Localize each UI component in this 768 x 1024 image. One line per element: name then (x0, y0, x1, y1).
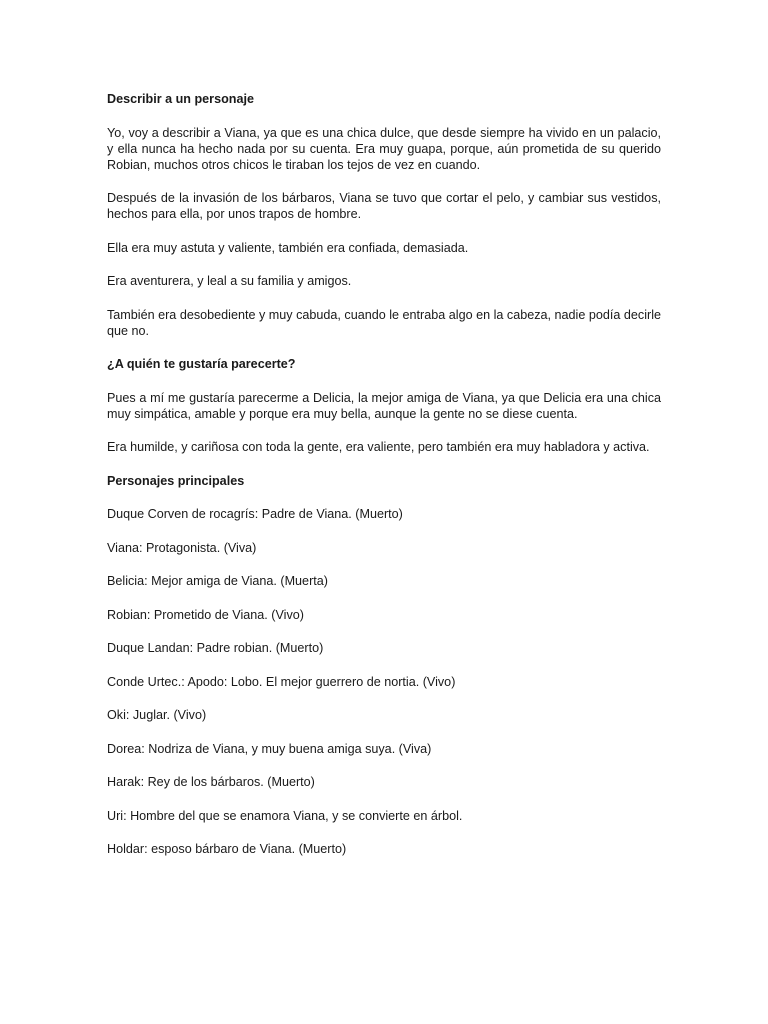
character-item: Robian: Prometido de Viana. (Vivo) (107, 607, 304, 622)
character-item: Viana: Protagonista. (Viva) (107, 540, 257, 555)
paragraph: Pues a mí me gustaría parecerme a Delicia, la mejor amiga de Viana, ya que Delicia era una chica muy simpática, amable y porque era muy bella, aunque la gente no se diese cuenta. (107, 390, 661, 421)
character-item: Duque Corven de rocagrís: Padre de Viana. (Muerto) (107, 507, 403, 521)
paragraph: Ella era muy astuta y valiente, también era confiada, demasiada. (107, 240, 469, 255)
section-heading-personajes: Personajes principales (107, 473, 245, 488)
paragraph: También era desobediente y muy cabuda, cuando le entraba algo en la cabeza, nadie podía decirle que no. (107, 307, 661, 338)
paragraph: Era aventurera, y leal a su familia y amigos. (107, 274, 352, 288)
character-item: Holdar: esposo bárbaro de Viana. (Muerto) (107, 842, 347, 856)
character-item: Harak: Rey de los bárbaros. (Muerto) (107, 775, 315, 789)
character-item: Duque Landan: Padre robian. (Muerto) (107, 641, 324, 655)
character-item: Conde Urtec.: Apodo: Lobo. El mejor guerrero de nortia. (Vivo) (107, 674, 456, 689)
paragraph: Yo, voy a describir a Viana, ya que es una chica dulce, que desde siempre ha vivido en un palacio, y ella nunca ha hecho nada por su cuenta. Era muy guapa, porque, aún prometida de su querido Robian, muchos otros chicos le tiraban los tejos de vez en cuando. (107, 125, 661, 172)
paragraph: Después de la invasión de los bárbaros, Viana se tuvo que cortar el pelo, y cambiar sus vestidos, hechos para ella, por unos trapos de hombre. (107, 191, 661, 221)
character-item: Belicia: Mejor amiga de Viana. (Muerta) (107, 574, 328, 588)
character-item: Dorea: Nodriza de Viana, y muy buena amiga suya. (Viva) (107, 741, 432, 756)
character-item: Oki: Juglar. (Vivo) (107, 708, 207, 722)
character-item: Uri: Hombre del que se enamora Viana, y se convierte en árbol. (107, 808, 463, 823)
section-heading-describir: Describir a un personaje (107, 92, 254, 106)
section-heading-parecerte: ¿A quién te gustaría parecerte? (107, 357, 296, 371)
paragraph: Era humilde, y cariñosa con toda la gente, era valiente, pero también era muy habladora y activa. (107, 440, 650, 454)
document-body (107, 91, 661, 875)
